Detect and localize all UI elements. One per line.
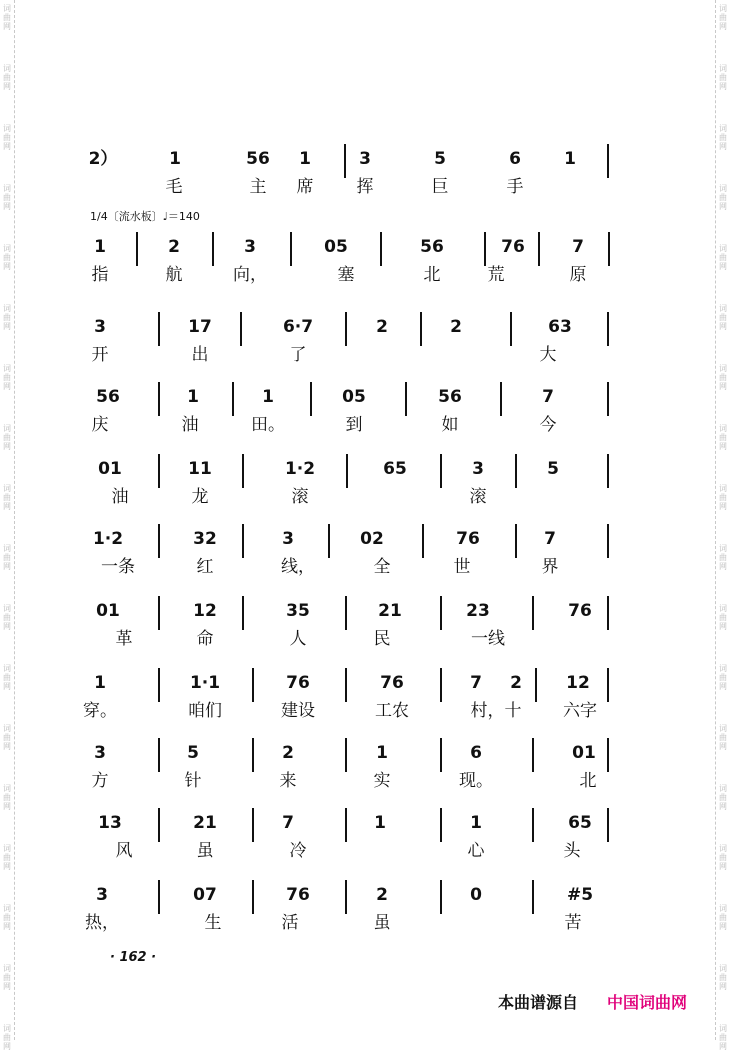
note-group: 7 [544, 529, 556, 549]
note-group: 35 [286, 601, 310, 621]
note-group: 56 [96, 387, 120, 407]
watermark-text: 词曲网 [3, 124, 11, 151]
lyric-syllable: 革 [115, 629, 133, 649]
bar-line [380, 232, 382, 266]
lyric-syllable: 虽 [373, 913, 391, 933]
bar-line [607, 738, 609, 772]
note-group: 63 [548, 317, 572, 337]
note-group: 2 [282, 743, 294, 763]
bar-line [422, 524, 424, 558]
note-group: 76 [568, 601, 592, 621]
watermark-text: 词曲网 [719, 784, 727, 811]
note-group: 5 [547, 459, 559, 479]
watermark-text: 词曲网 [3, 844, 11, 871]
bar-line [607, 144, 609, 178]
watermark-text: 词曲网 [719, 304, 727, 331]
note-group: 12 [566, 673, 590, 693]
bar-line [232, 382, 234, 416]
bar-line [607, 668, 609, 702]
bar-line [158, 454, 160, 488]
bar-line [345, 312, 347, 346]
note-group: 2 [450, 317, 462, 337]
note-group: 1·1 [189, 673, 221, 693]
note-group: 3 [244, 237, 256, 257]
bar-line [515, 454, 517, 488]
bar-line [252, 668, 254, 702]
bar-line [345, 596, 347, 630]
watermark-text: 词曲网 [3, 64, 11, 91]
lyric-syllable: 风 [115, 841, 133, 861]
bar-line [346, 454, 348, 488]
lyric-syllable: 穿。 [83, 701, 117, 721]
right-margin [715, 0, 730, 1040]
lyric-syllable: 出 [191, 345, 209, 365]
note-group: 56 [420, 237, 444, 257]
watermark-text: 词曲网 [3, 184, 11, 211]
lyric-syllable: 庆 [91, 415, 109, 435]
left-margin [0, 0, 15, 1040]
watermark-text: 词曲网 [719, 604, 727, 631]
note-group: 01 [572, 743, 596, 763]
bar-line [440, 880, 442, 914]
watermark-text: 词曲网 [3, 604, 11, 631]
note-group: 6·7 [282, 317, 314, 337]
note-group: 07 [193, 885, 217, 905]
note-group: 1 [376, 743, 388, 763]
watermark-text: 词曲网 [719, 4, 727, 31]
note-group: 3 [359, 149, 371, 169]
lyric-syllable: 大 [539, 345, 557, 365]
bar-line [212, 232, 214, 266]
lyric-syllable: 荒 [487, 265, 505, 285]
watermark-text: 词曲网 [719, 664, 727, 691]
bar-line [515, 524, 517, 558]
bar-line [290, 232, 292, 266]
bar-line [252, 738, 254, 772]
note-group: 76 [380, 673, 404, 693]
bar-line [532, 808, 534, 842]
note-group: 3 [472, 459, 484, 479]
lyric-syllable: 方 [91, 771, 109, 791]
bar-line [440, 668, 442, 702]
lyric-syllable: 巨 [431, 177, 449, 197]
note-group: 76 [501, 237, 525, 257]
watermark-text: 词曲网 [3, 304, 11, 331]
lyric-syllable: 了 [289, 345, 307, 365]
note-group: 01 [96, 601, 120, 621]
source-label: 本曲谱源自 [498, 993, 579, 1012]
note-group: 21 [378, 601, 402, 621]
lyric-syllable: 生 [204, 913, 222, 933]
note-group: 5 [434, 149, 446, 169]
bar-line [345, 738, 347, 772]
watermark-text: 词曲网 [719, 484, 727, 511]
lyric-syllable: 开 [91, 345, 109, 365]
lyric-syllable: 塞 [337, 265, 355, 285]
note-group: 7 [470, 673, 482, 693]
lyric-syllable: 命 [196, 629, 214, 649]
note-group: 1 [374, 813, 386, 833]
bar-line [532, 738, 534, 772]
lyric-syllable: 挥 [356, 177, 374, 197]
watermark-text: 词曲网 [719, 124, 727, 151]
bar-line [345, 880, 347, 914]
bar-line [345, 808, 347, 842]
lyric-syllable: 全 [373, 557, 391, 577]
note-group: 13 [98, 813, 122, 833]
lyric-syllable: 主 [249, 177, 267, 197]
bar-line [158, 596, 160, 630]
tempo-marking: 1/4〔流水板〕♩＝140 [90, 210, 200, 223]
lyric-syllable: 世 [453, 557, 471, 577]
watermark-text: 词曲网 [719, 1024, 727, 1051]
lyric-syllable: 六字 [563, 701, 597, 721]
note-group: 2 [376, 885, 388, 905]
lyric-syllable: 现。 [459, 771, 493, 791]
watermark-text: 词曲网 [719, 64, 727, 91]
watermark-text: 词曲网 [719, 544, 727, 571]
bar-line [440, 738, 442, 772]
bar-line [158, 880, 160, 914]
lyric-syllable: 建设 [281, 701, 315, 721]
lyric-syllable: 手 [506, 177, 524, 197]
watermark-text: 词曲网 [719, 424, 727, 451]
note-group: 7 [572, 237, 584, 257]
bar-line [158, 312, 160, 346]
watermark-text: 词曲网 [3, 964, 11, 991]
note-group: 3 [94, 317, 106, 337]
note-group: 7 [282, 813, 294, 833]
watermark-text: 词曲网 [719, 964, 727, 991]
watermark-text: 词曲网 [3, 364, 11, 391]
lyric-syllable: 人 [289, 629, 307, 649]
note-group: 1·2 [284, 459, 316, 479]
watermark-text: 词曲网 [719, 904, 727, 931]
bar-line [242, 454, 244, 488]
lyric-syllable: 指 [91, 265, 109, 285]
lyric-syllable: 北 [579, 771, 597, 791]
bar-line [328, 524, 330, 558]
lyric-syllable: 原 [569, 265, 587, 285]
lyric-syllable: 滚 [469, 487, 487, 507]
page-number: · 162 · [110, 950, 157, 965]
note-group: 6 [470, 743, 482, 763]
bar-line [158, 738, 160, 772]
bar-line [440, 454, 442, 488]
bar-line [500, 382, 502, 416]
bar-line [158, 808, 160, 842]
note-group: 5 [187, 743, 199, 763]
watermark-text: 词曲网 [3, 1024, 11, 1051]
lyric-syllable: 北 [423, 265, 441, 285]
bar-line [344, 144, 346, 178]
note-group: 76 [286, 885, 310, 905]
bar-line [607, 454, 609, 488]
bar-line [252, 808, 254, 842]
lyric-syllable: 冷 [289, 841, 307, 861]
bar-line [538, 232, 540, 266]
bar-line [242, 524, 244, 558]
bar-line [158, 668, 160, 702]
watermark-text: 词曲网 [3, 904, 11, 931]
bar-line [405, 382, 407, 416]
lyric-syllable: 红 [196, 557, 214, 577]
bar-line [607, 312, 609, 346]
note-group: 1 [299, 149, 311, 169]
watermark-text: 词曲网 [719, 724, 727, 751]
bar-line [440, 808, 442, 842]
lyric-syllable: 头 [563, 841, 581, 861]
lyric-syllable: 来 [279, 771, 297, 791]
lyric-syllable: 咱们 [188, 701, 222, 721]
note-group: 12 [193, 601, 217, 621]
watermark-text: 词曲网 [719, 184, 727, 211]
bar-line [440, 596, 442, 630]
watermark-text: 词曲网 [3, 4, 11, 31]
note-group: 76 [456, 529, 480, 549]
lyric-syllable: 一线 [471, 629, 505, 649]
watermark-text: 词曲网 [719, 244, 727, 271]
lyric-syllable: 活 [281, 913, 299, 933]
lyric-syllable: 一条 [101, 557, 135, 577]
bar-line [136, 232, 138, 266]
note-group: 1 [187, 387, 199, 407]
lyric-syllable: 界 [541, 557, 559, 577]
note-group: 65 [568, 813, 592, 833]
note-group: 1 [262, 387, 274, 407]
note-group: 3 [94, 743, 106, 763]
watermark-text: 词曲网 [3, 244, 11, 271]
note-group: 1 [94, 237, 106, 257]
note-group: 0 [470, 885, 482, 905]
lyric-syllable: 油 [181, 415, 199, 435]
lyric-syllable: 热， [85, 913, 119, 933]
note-group: 2 [168, 237, 180, 257]
note-group: 11 [188, 459, 212, 479]
lyric-syllable: 到 [345, 415, 363, 435]
note-group: 3 [282, 529, 294, 549]
watermark-text: 词曲网 [3, 484, 11, 511]
bar-line [510, 312, 512, 346]
bar-line [310, 382, 312, 416]
bar-line [532, 596, 534, 630]
bar-line [532, 880, 534, 914]
watermark-text: 词曲网 [3, 724, 11, 751]
bar-line [252, 880, 254, 914]
lyric-syllable: 如 [441, 415, 459, 435]
note-group: 1 [470, 813, 482, 833]
note-group: 21 [193, 813, 217, 833]
note-group: 56 [438, 387, 462, 407]
note-group: #5 [566, 885, 594, 905]
note-group: 23 [466, 601, 490, 621]
lyric-syllable: 心 [467, 841, 485, 861]
lyric-syllable: 线， [281, 557, 315, 577]
bar-line [240, 312, 242, 346]
note-group: 01 [98, 459, 122, 479]
note-group: 2 [376, 317, 388, 337]
note-group: 02 [360, 529, 384, 549]
note-group: 65 [383, 459, 407, 479]
note-group: 6 [509, 149, 521, 169]
lyric-syllable: 向， [233, 265, 267, 285]
bar-line [420, 312, 422, 346]
lyric-syllable: 虽 [196, 841, 214, 861]
watermark-text: 词曲网 [3, 664, 11, 691]
lyric-syllable: 工农 [375, 701, 409, 721]
bar-line [607, 524, 609, 558]
note-group: 56 [246, 149, 270, 169]
note-group: 7 [542, 387, 554, 407]
bar-line [158, 524, 160, 558]
note-group: 05 [324, 237, 348, 257]
bar-line [242, 596, 244, 630]
source-site-link[interactable]: 中国词曲网 [607, 993, 688, 1012]
lyric-syllable: 滚 [291, 487, 309, 507]
lyric-syllable: 龙 [191, 487, 209, 507]
lyric-syllable: 苦 [564, 913, 582, 933]
lyric-syllable: 毛 [165, 177, 183, 197]
lyric-syllable: 席 [296, 177, 314, 197]
note-group: 1 [564, 149, 576, 169]
note-group: 2 [510, 673, 522, 693]
note-group: 76 [286, 673, 310, 693]
bar-line [607, 382, 609, 416]
lyric-syllable: 油 [111, 487, 129, 507]
lyric-syllable: 航 [165, 265, 183, 285]
watermark-text: 词曲网 [719, 844, 727, 871]
watermark-text: 词曲网 [3, 424, 11, 451]
bar-line [607, 596, 609, 630]
note-group: 1 [94, 673, 106, 693]
note-group: 1 [169, 149, 181, 169]
watermark-text: 词曲网 [719, 364, 727, 391]
note-group: 3 [96, 885, 108, 905]
bar-line [345, 668, 347, 702]
lyric-syllable: 村，十 [470, 701, 522, 721]
bar-line [607, 808, 609, 842]
note-group: 17 [188, 317, 212, 337]
note-group: 32 [193, 529, 217, 549]
lyric-syllable: 今 [539, 415, 557, 435]
bar-line [535, 668, 537, 702]
bar-line [158, 382, 160, 416]
lyric-syllable: 针 [184, 771, 202, 791]
note-group: 2） [88, 149, 118, 169]
bar-line [608, 232, 610, 266]
watermark-text: 词曲网 [3, 544, 11, 571]
lyric-syllable: 田。 [251, 415, 285, 435]
lyric-syllable: 实 [373, 771, 391, 791]
bar-line [484, 232, 486, 266]
lyric-syllable: 民 [373, 629, 391, 649]
note-group: 1·2 [92, 529, 124, 549]
note-group: 05 [342, 387, 366, 407]
watermark-text: 词曲网 [3, 784, 11, 811]
